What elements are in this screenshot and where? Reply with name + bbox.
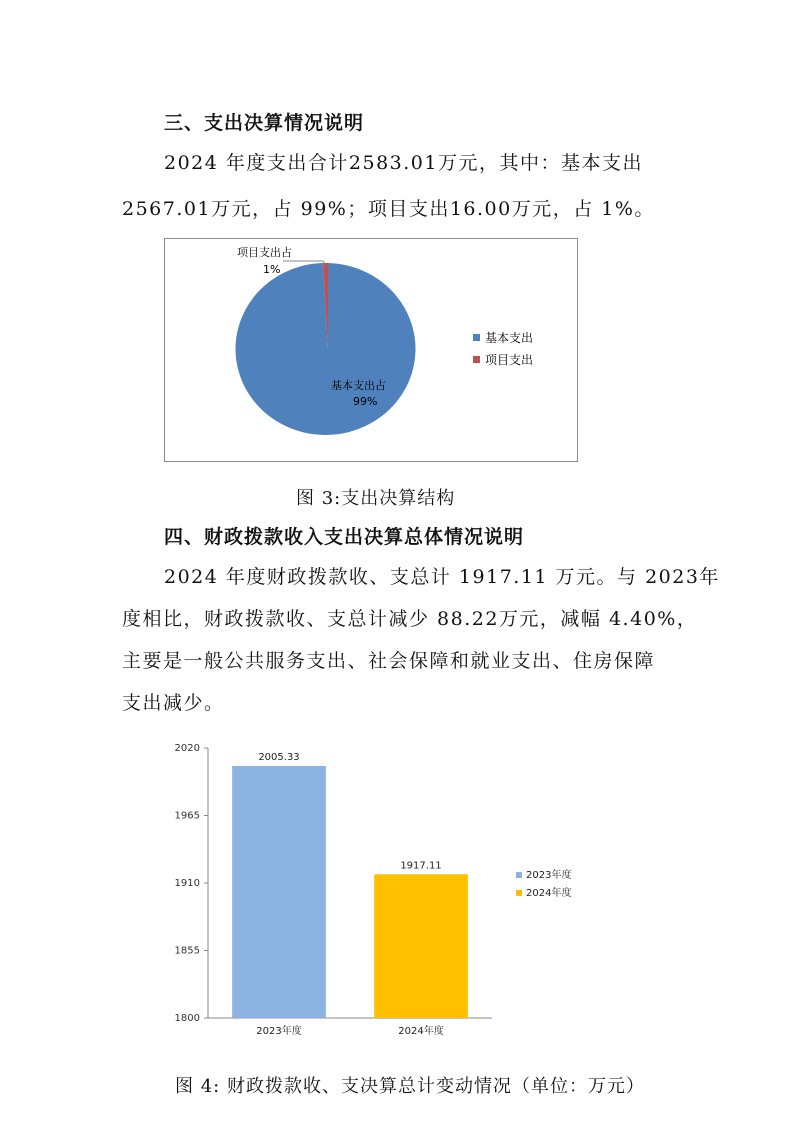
y-tick-label: 1910 xyxy=(174,878,200,889)
x-tick-label: 2023年度 xyxy=(256,1026,302,1037)
figure-caption: 图 3:支出决算结构 xyxy=(296,488,456,509)
pie-label-project-pct: 1% xyxy=(263,263,281,276)
paragraph-line: 度相比，财政拨款收、支总计减少 88.22万元，减幅 4.40%， xyxy=(122,608,698,630)
paragraph-line: 支出减少。 xyxy=(122,692,225,714)
pie-label-project: 项目支出占 xyxy=(237,246,292,259)
pie-chart xyxy=(165,239,577,461)
legend-label: 2024年度 xyxy=(526,888,572,899)
y-tick-label: 2020 xyxy=(174,743,200,754)
legend-swatch xyxy=(516,890,522,896)
bar-chart xyxy=(160,736,600,1046)
pie-chart-frame xyxy=(164,238,578,462)
legend-swatch xyxy=(516,872,522,878)
legend-label-project: 项目支出 xyxy=(485,353,534,367)
bar-data-label: 2005.33 xyxy=(258,752,300,764)
paragraph-line: 主要是一般公共服务支出、社会保障和就业支出、住房保障 xyxy=(122,650,656,672)
paragraph-line: 2567.01万元，占 99%；项目支出16.00万元，占 1%。 xyxy=(122,198,655,220)
y-tick-label: 1855 xyxy=(174,945,200,957)
bar-2 xyxy=(374,874,468,1018)
bar-1 xyxy=(232,766,326,1018)
pie-label-basic: 基本支出占 xyxy=(331,379,386,392)
paragraph-line: 2024 年度支出合计2583.01万元，其中：基本支出 xyxy=(164,152,643,174)
section-heading-fiscal: 四、财政拨款收入支出决算总体情况说明 xyxy=(164,526,525,548)
legend-label: 2023年度 xyxy=(526,870,572,881)
y-tick-label: 1965 xyxy=(174,810,200,822)
pie-label-basic-pct: 99% xyxy=(353,395,378,408)
x-tick-label: 2024年度 xyxy=(398,1026,444,1037)
paragraph-line: 2024 年度财政拨款收、支总计 1917.11 万元。与 2023年 xyxy=(164,566,720,588)
legend-swatch-basic xyxy=(473,334,480,341)
bar-data-label: 1917.11 xyxy=(400,860,442,872)
section-heading-expenditure: 三、支出决算情况说明 xyxy=(164,112,365,134)
legend-swatch-project xyxy=(473,356,480,363)
figure-caption: 图 4: 财政拨款收、支决算总计变动情况（单位：万元） xyxy=(175,1076,645,1097)
y-tick-label: 1800 xyxy=(174,1013,200,1024)
legend-label-basic: 基本支出 xyxy=(485,331,534,345)
